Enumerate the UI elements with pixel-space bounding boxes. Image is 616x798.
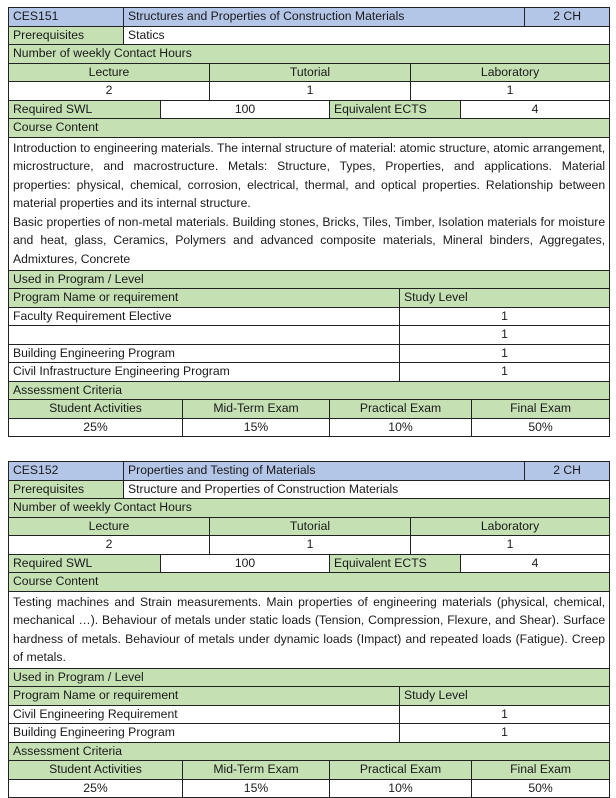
assessment-header-row <box>9 742 610 761</box>
program-level: 1 <box>400 307 610 326</box>
contact-hours-values-row <box>9 536 610 555</box>
prerequisites-value: Structure and Properties of Construction Materials <box>124 480 610 499</box>
contact-hours-header-row <box>9 45 610 64</box>
course-content-header-row <box>9 119 610 138</box>
used-in-program-header-row <box>9 668 610 687</box>
course-table-ces152 <box>8 461 610 798</box>
program-columns-row <box>9 687 610 706</box>
midterm-exam-value: 15% <box>183 418 330 437</box>
study-level-header: Study Level <box>400 687 610 706</box>
program-level: 1 <box>400 363 610 382</box>
equivalent-ects-value: 4 <box>461 554 610 573</box>
program-name: Civil Infrastructure Engineering Program <box>9 363 400 382</box>
content-paragraph: Basic properties of non-metal materials. Building stones, Bricks, Tiles, Timber, Isolation materials for moisture and heat, glass, Ceramics, Polymers and advanced composite materials, Mineral binders, Aggregates, Admixtures, Concrete <box>13 214 606 267</box>
program-level: 1 <box>400 344 610 363</box>
assessment-values-row <box>9 418 610 437</box>
tutorial-label: Tutorial <box>210 63 411 82</box>
course-header-row <box>9 8 610 27</box>
course-content-label: Course Content <box>9 573 610 592</box>
final-exam-label: Final Exam <box>472 761 610 780</box>
assessment-values-row <box>9 779 610 798</box>
program-name <box>9 326 400 345</box>
program-name: Building Engineering Program <box>9 344 400 363</box>
prerequisites-value: Statics <box>124 26 610 45</box>
tutorial-value: 1 <box>210 82 411 101</box>
course-header-row <box>9 462 610 481</box>
prerequisites-row <box>9 480 610 499</box>
equivalent-ects-value: 4 <box>461 100 610 119</box>
program-name-header: Program Name or requirement <box>9 687 400 706</box>
study-level-header: Study Level <box>400 289 610 308</box>
program-level: 1 <box>400 326 610 345</box>
prerequisites-label: Prerequisites <box>9 480 124 499</box>
course-content-text <box>9 591 610 668</box>
program-row <box>9 724 610 743</box>
program-row <box>9 307 610 326</box>
program-name-header: Program Name or requirement <box>9 289 400 308</box>
content-paragraph: Testing machines and Strain measurements. Main properties of engineering materials (physical, chemical, mechanical …). Behaviour of metals under static loads (Tension, Compression, Flexure, and Shear). Surface hardness of metals. Behaviour of metals under dynamic loads (Impact) and repeated loads (Fatigue). Creep of metals. <box>13 594 606 665</box>
laboratory-label: Laboratory <box>411 63 610 82</box>
practical-exam-label: Practical Exam <box>330 400 472 419</box>
course-title: Properties and Testing of Materials <box>124 462 525 481</box>
practical-exam-label: Practical Exam <box>330 761 472 780</box>
laboratory-value: 1 <box>411 536 610 555</box>
midterm-exam-value: 15% <box>183 779 330 798</box>
assessment-header-row <box>9 381 610 400</box>
assessment-labels-row <box>9 400 610 419</box>
course-content-header-row <box>9 573 610 592</box>
final-exam-value: 50% <box>472 418 610 437</box>
course-code: CES152 <box>9 462 124 481</box>
student-activities-value: 25% <box>9 779 183 798</box>
credit-hours: 2 CH <box>525 462 610 481</box>
equivalent-ects-label: Equivalent ECTS <box>330 100 461 119</box>
program-name: Building Engineering Program <box>9 724 400 743</box>
program-row <box>9 344 610 363</box>
contact-hours-label: Number of weekly Contact Hours <box>9 499 610 518</box>
assessment-labels-row <box>9 761 610 780</box>
program-columns-row <box>9 289 610 308</box>
program-row <box>9 326 610 345</box>
program-row <box>9 363 610 382</box>
student-activities-label: Student Activities <box>9 400 183 419</box>
lecture-label: Lecture <box>9 517 210 536</box>
program-level: 1 <box>400 705 610 724</box>
practical-exam-value: 10% <box>330 779 472 798</box>
practical-exam-value: 10% <box>330 418 472 437</box>
used-in-program-header-row <box>9 270 610 289</box>
contact-hours-values-row <box>9 82 610 101</box>
workload-row <box>9 554 610 573</box>
content-paragraph: Introduction to engineering materials. The internal structure of material: atomic structure, atomic arrangement, microstructure, and macrostructure. Metals: Structure, Types, Properties, and applications. Material properties: physical, chemical, corrosion, electrical, thermal, and optical properties. Relationship between material properties and its internal structure. <box>13 140 606 211</box>
equivalent-ects-label: Equivalent ECTS <box>330 554 461 573</box>
student-activities-label: Student Activities <box>9 761 183 780</box>
lecture-label: Lecture <box>9 63 210 82</box>
midterm-exam-label: Mid-Term Exam <box>183 400 330 419</box>
student-activities-value: 25% <box>9 418 183 437</box>
course-content-row <box>9 137 610 270</box>
laboratory-label: Laboratory <box>411 517 610 536</box>
required-swl-label: Required SWL <box>9 100 161 119</box>
workload-row <box>9 100 610 119</box>
course-code: CES151 <box>9 8 124 27</box>
course-table-ces151 <box>8 7 610 437</box>
required-swl-value: 100 <box>161 554 330 573</box>
lecture-value: 2 <box>9 82 210 101</box>
course-content-row <box>9 591 610 668</box>
course-content-label: Course Content <box>9 119 610 138</box>
program-level: 1 <box>400 724 610 743</box>
tutorial-value: 1 <box>210 536 411 555</box>
lecture-value: 2 <box>9 536 210 555</box>
contact-hours-label: Number of weekly Contact Hours <box>9 45 610 64</box>
program-name: Civil Engineering Requirement <box>9 705 400 724</box>
assessment-criteria-label: Assessment Criteria <box>9 742 610 761</box>
midterm-exam-label: Mid-Term Exam <box>183 761 330 780</box>
final-exam-label: Final Exam <box>472 400 610 419</box>
laboratory-value: 1 <box>411 82 610 101</box>
assessment-criteria-label: Assessment Criteria <box>9 381 610 400</box>
course-title: Structures and Properties of Construction Materials <box>124 8 525 27</box>
credit-hours: 2 CH <box>525 8 610 27</box>
contact-hours-header-row <box>9 499 610 518</box>
program-name: Faculty Requirement Elective <box>9 307 400 326</box>
required-swl-label: Required SWL <box>9 554 161 573</box>
prerequisites-row <box>9 26 610 45</box>
contact-hours-labels-row <box>9 63 610 82</box>
course-content-text <box>9 137 610 270</box>
tutorial-label: Tutorial <box>210 517 411 536</box>
program-row <box>9 705 610 724</box>
contact-hours-labels-row <box>9 517 610 536</box>
used-in-program-label: Used in Program / Level <box>9 668 610 687</box>
used-in-program-label: Used in Program / Level <box>9 270 610 289</box>
prerequisites-label: Prerequisites <box>9 26 124 45</box>
final-exam-value: 50% <box>472 779 610 798</box>
required-swl-value: 100 <box>161 100 330 119</box>
